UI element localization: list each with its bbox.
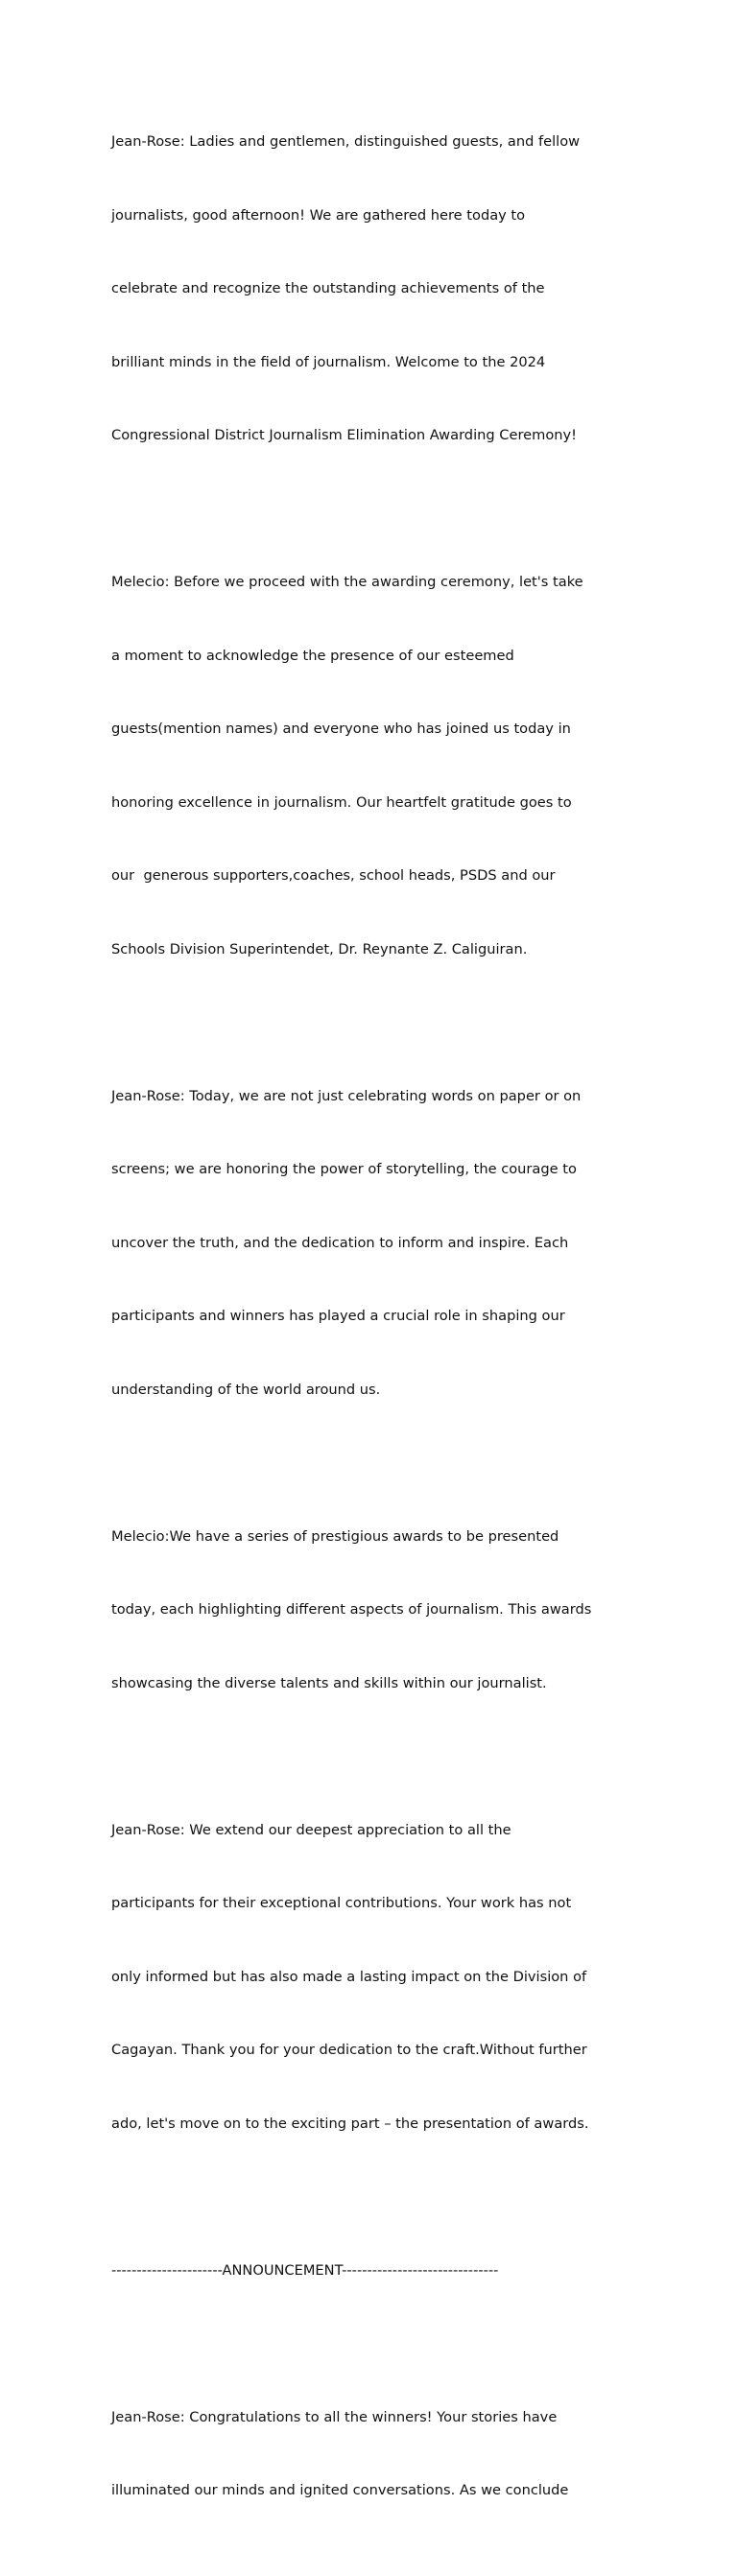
text-line: Melecio:We have a series of prestigious awards to be presented (111, 1527, 559, 1545)
text-line: illuminated our minds and ignited conversations. As we conclude (111, 2482, 569, 2498)
text-line: Jean-Rose: We extend our deepest appreciation to all the (111, 1821, 511, 1838)
paragraph-storytelling (111, 1035, 634, 1452)
text-line: Cagayan. Thank you for your dedication to the craft.Without further (111, 2042, 587, 2058)
text-line: guests(mention names) and everyone who has joined us today in (111, 721, 571, 737)
text-line: our generous supporters,coaches, school heads, PSDS and our (111, 867, 556, 884)
text-line: uncover the truth, and the dedication to inform and inspire. Each (111, 1234, 569, 1251)
text-line: Jean-Rose: Congratulations to all the winners! Your stories have (111, 2408, 558, 2425)
text-line: brilliant minds in the field of journalism. Welcome to the 2024 (111, 353, 546, 370)
text-line: honoring excellence in journalism. Our heartfelt gratitude goes to (111, 793, 572, 811)
paragraph-welcome (111, 81, 634, 497)
text-line: only informed but has also made a lasting impact on the Division of (111, 1968, 587, 1985)
paragraph-appreciation (111, 1769, 634, 2186)
text-line: today, each highlighting different aspects of journalism. This awards (111, 1601, 592, 1618)
text-line: participants for their exceptional contributions. Your work has not (111, 1895, 572, 1911)
paragraph-congratulations (111, 2356, 634, 2552)
text-line: Melecio: Before we proceed with the awarding ceremony, let's take (111, 574, 583, 590)
announcement-divider (111, 2210, 634, 2332)
text-line: ado, let's move on to the exciting part – the presentation of awards. (111, 2115, 589, 2132)
document-page (111, 81, 634, 2576)
text-line: ----------------------ANNOUNCEMENT------------------------------- (111, 2261, 499, 2279)
text-line: Congressional District Journalism Elimination Awarding Ceremony! (111, 427, 577, 443)
text-line: Schools Division Superintendet, Dr. Reynante Z. Caliguiran. (111, 940, 528, 957)
text-line: Jean-Rose: Ladies and gentlemen, distinguished guests, and fellow (111, 133, 581, 150)
text-line: showcasing the diverse talents and skills within our journalist. (111, 1674, 547, 1691)
text-line: screens; we are honoring the power of storytelling, the courage to (111, 1161, 577, 1177)
text-line: understanding of the world around us. (111, 1381, 381, 1398)
text-line: Jean-Rose: Today, we are not just celebrating words on paper or on (111, 1087, 582, 1104)
text-line: a moment to acknowledge the presence of our esteemed (111, 647, 514, 664)
text-line: celebrate and recognize the outstanding achievements of the (111, 280, 545, 296)
paragraph-awards-series (111, 1476, 634, 1745)
paragraph-acknowledgement (111, 521, 634, 1010)
text-line: journalists, good afternoon! We are gathered here today to (111, 206, 526, 224)
text-line: participants and winners has played a crucial role in shaping our (111, 1308, 565, 1324)
